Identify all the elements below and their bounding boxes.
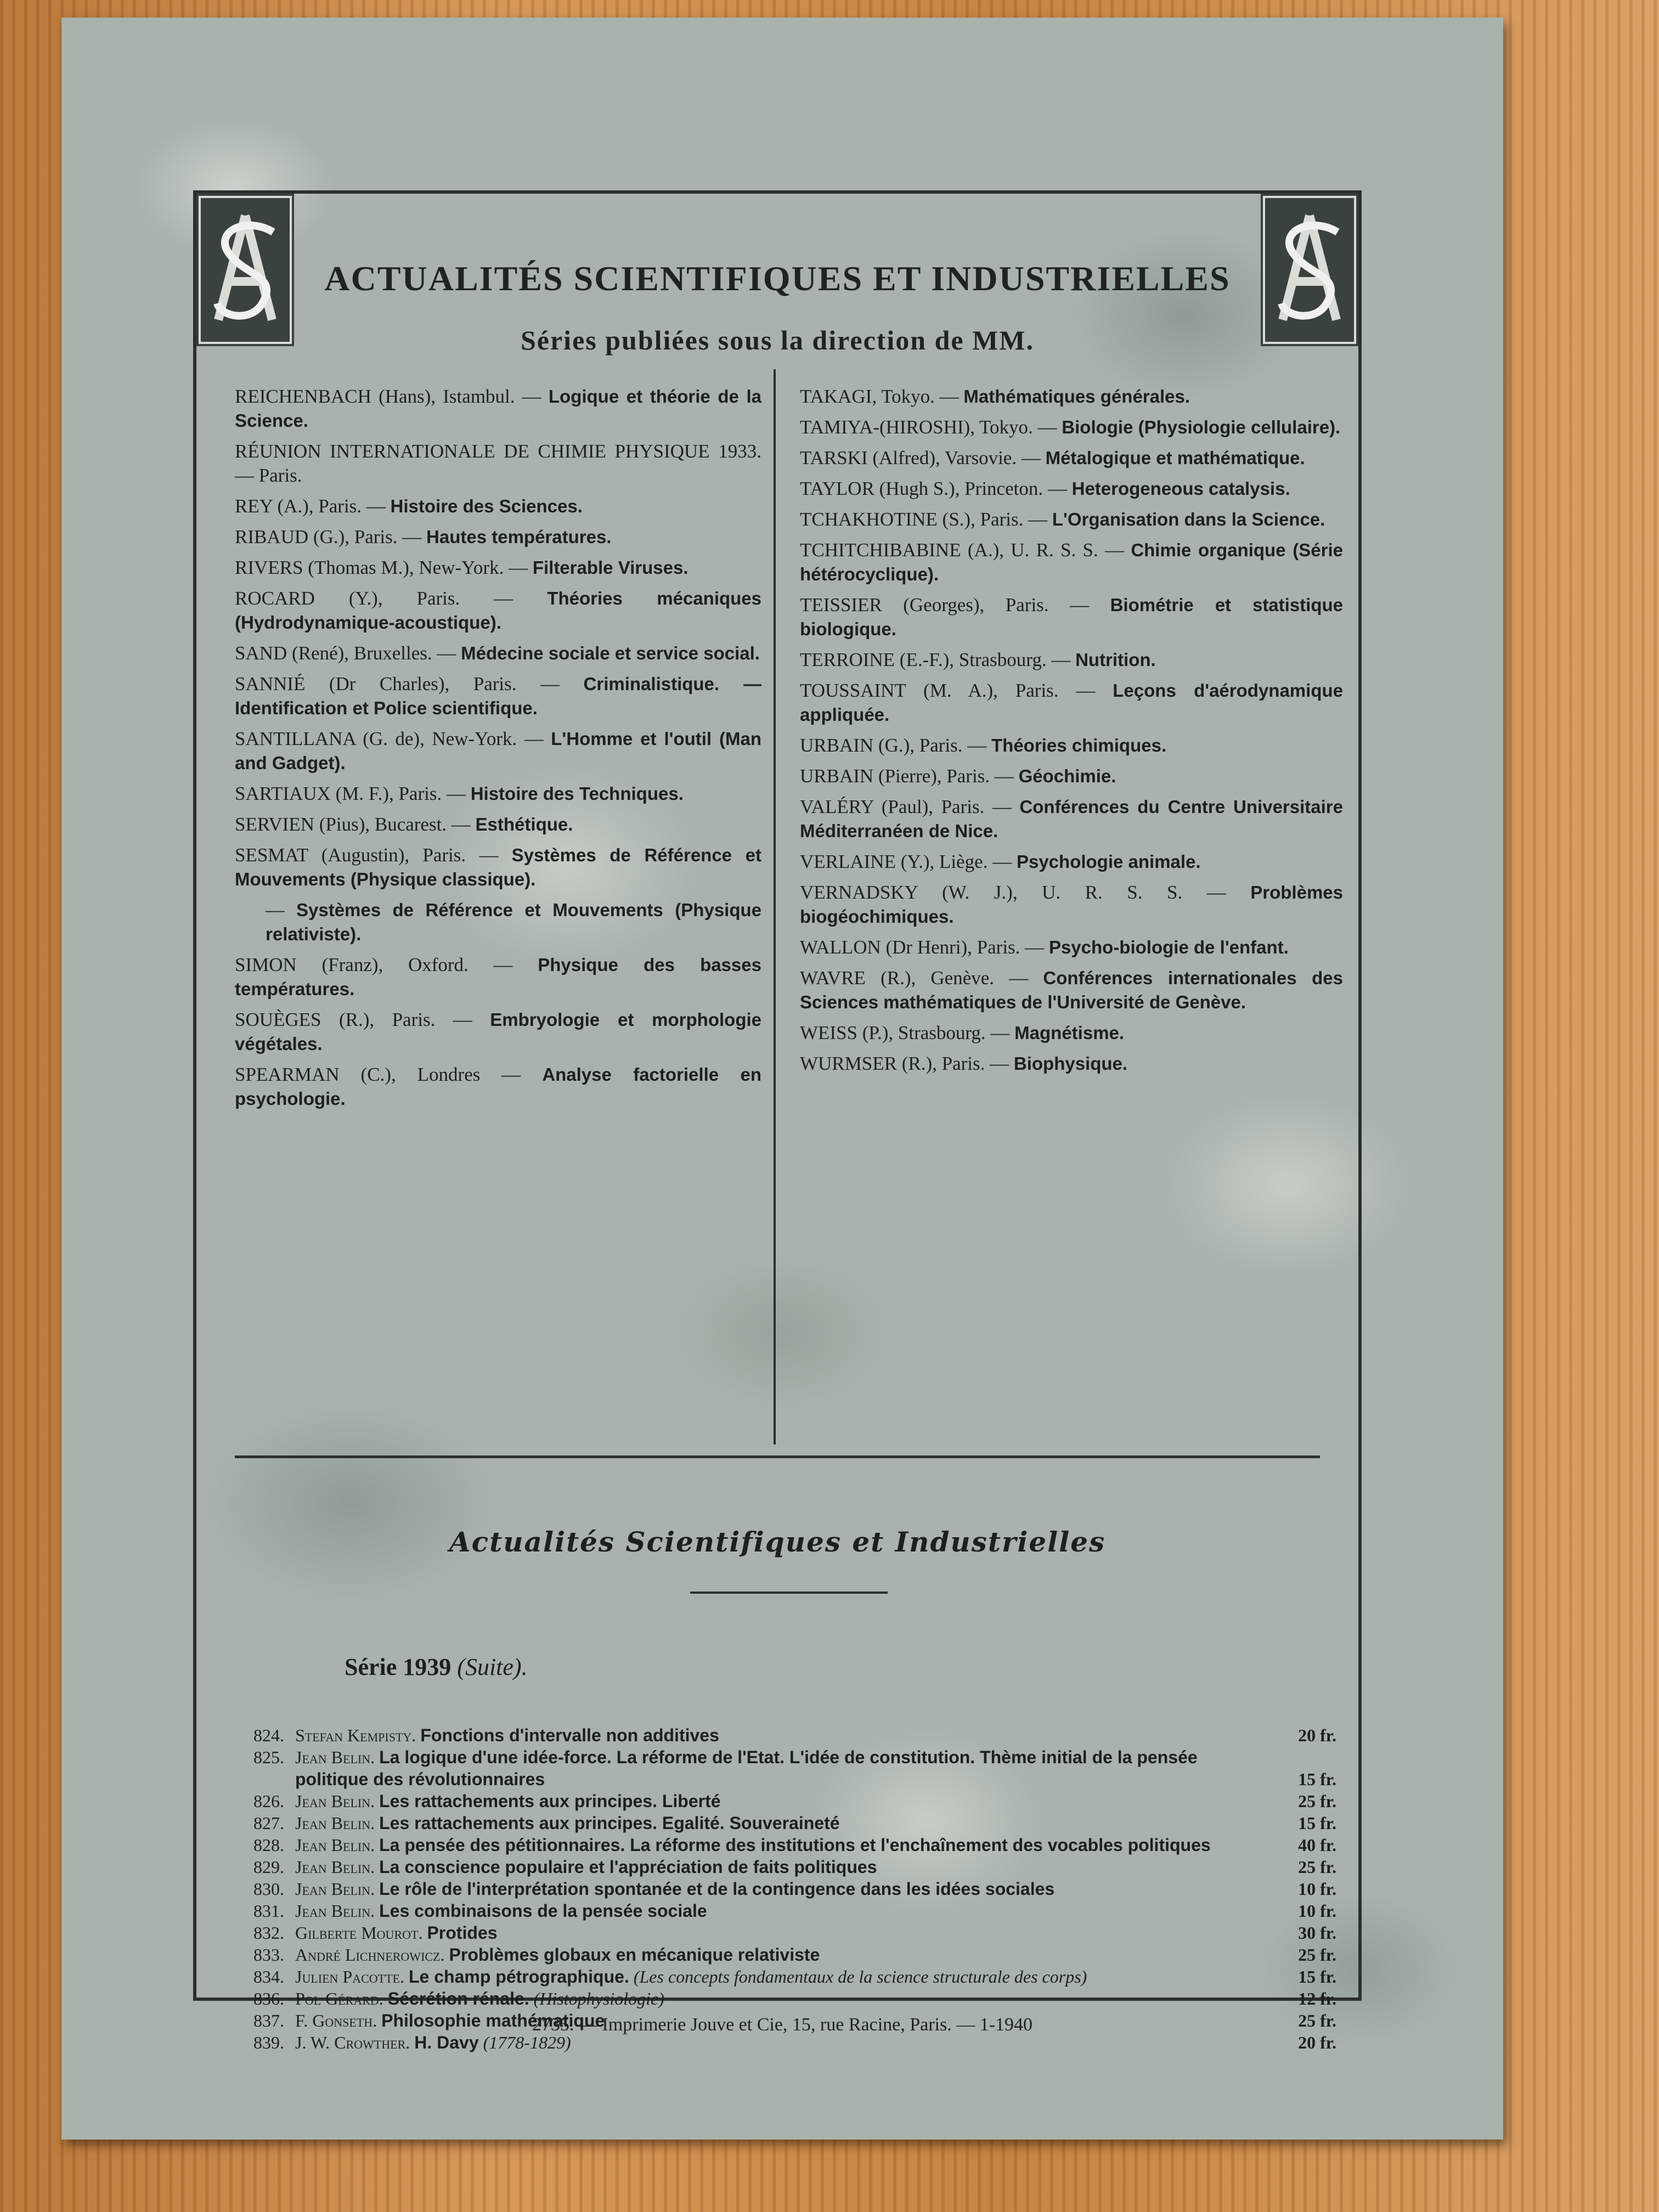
author-entry	[800, 679, 1343, 727]
author-name: WALLON (Dr Henri), Paris. —	[800, 936, 1045, 958]
author-entry	[800, 764, 1343, 788]
catalog-title: Le champ pétrographique.	[409, 1967, 629, 1987]
catalog-title: Fonctions d'intervalle non additives	[420, 1725, 719, 1745]
series-title: ACTUALITÉS SCIENTIFIQUES ET INDUSTRIELLES	[324, 259, 1231, 298]
section-divider	[235, 1455, 1320, 1458]
catalog-price: 20 fr.	[1298, 2033, 1336, 2052]
catalog-title: Les combinaisons de la pensée sociale	[379, 1901, 707, 1921]
author-entry	[235, 782, 761, 806]
author-name: TERROINE (E.-F.), Strasbourg. —	[800, 649, 1071, 670]
author-name: VALÉRY (Paul), Paris. —	[800, 796, 1012, 817]
catalog-number: 832.	[253, 1923, 284, 1943]
catalog-title: Philosophie mathématique	[381, 2011, 605, 2030]
catalog-number: 827.	[253, 1813, 284, 1833]
author-topic: Leçons d'aérodynamique appliquée.	[800, 680, 1343, 725]
catalog-author: Stefan Kempisty.	[295, 1725, 416, 1745]
catalog-item	[229, 1746, 1336, 1790]
author-entry	[800, 477, 1343, 501]
author-name: TAYLOR (Hugh S.), Princeton. —	[800, 478, 1067, 499]
author-entry	[800, 1021, 1343, 1045]
catalog-item	[229, 1724, 1336, 1746]
catalog-entry	[295, 1834, 1227, 1856]
series-year: Série 1939	[345, 1654, 452, 1680]
author-topic: Théories chimiques.	[991, 735, 1167, 755]
catalog-title: Les rattachements aux principes. Liberté	[379, 1791, 721, 1811]
author-topic: Hautes températures.	[426, 527, 612, 547]
author-topic: Criminalistique. — Identification et Police scientifique.	[235, 674, 762, 718]
author-topic: Filterable Viruses.	[532, 557, 689, 578]
author-name: SPEARMAN (C.), Londres —	[235, 1064, 521, 1085]
author-topic: Chimie organique (Série hétérocyclique).	[800, 540, 1343, 584]
as-monogram-left-logo	[196, 194, 294, 346]
series-subtitle: Séries publiées sous la direction de MM.	[520, 325, 1034, 356]
authors-right-column	[800, 385, 1343, 1082]
author-topic: Biophysique.	[1013, 1053, 1128, 1074]
catalog-title: Le rôle de l'interprétation spontanée et de la contingence dans les idées sociales	[379, 1879, 1055, 1899]
as-monogram-left-svg	[196, 194, 294, 346]
author-name: SANTILLANA (G. de), New-York. —	[235, 728, 544, 749]
author-name: VERNADSKY (W. J.), U. R. S. S. —	[800, 882, 1226, 903]
catalog-item	[229, 1900, 1336, 1922]
author-entry	[800, 881, 1343, 929]
author-topic: L'Homme et l'outil (Man and Gadget).	[235, 729, 761, 773]
author-topic: Médecine sociale et service social.	[461, 643, 760, 663]
author-topic: Embryologie et morphologie végétales.	[235, 1009, 761, 1054]
author-name: WAVRE (R.), Genève. —	[800, 967, 1029, 989]
author-topic: Logique et théorie de la Science.	[235, 386, 761, 431]
catalog-author: Gilberte Mourot.	[295, 1923, 423, 1943]
catalog-number: 836.	[253, 1989, 284, 2008]
catalog-title: Protides	[427, 1923, 498, 1943]
author-entry	[235, 586, 761, 635]
list-title: Actualités Scientifiques et Industrielles	[449, 1526, 1106, 1558]
authors-left-column	[235, 385, 761, 1118]
catalog-price: 20 fr.	[1298, 1725, 1336, 1745]
catalog-note: (1778-1829)	[483, 2033, 571, 2052]
author-topic: Analyse factorielle en psychologie.	[235, 1064, 761, 1109]
catalog-entry	[295, 1878, 1227, 1900]
author-name: SERVIEN (Pius), Bucarest. —	[235, 814, 471, 835]
as-monogram-right-svg	[1261, 194, 1358, 346]
author-topic: Conférences internationales des Sciences mathématiques de l'Université de Genève.	[800, 968, 1344, 1012]
author-name: SANNIÉ (Dr Charles), Paris. —	[235, 673, 560, 695]
author-topic: Esthétique.	[475, 814, 573, 834]
catalog-author: Julien Pacotte.	[295, 1967, 404, 1987]
catalog-price: 25 fr.	[1298, 1791, 1336, 1811]
catalog-item	[229, 1790, 1336, 1812]
catalog-author: André Lichnerowicz.	[295, 1945, 445, 1965]
author-entry	[235, 672, 761, 720]
author-topic: Métalogique et mathématique.	[1045, 448, 1305, 468]
author-topic: Histoire des Techniques.	[470, 783, 684, 804]
author-entry	[235, 898, 761, 946]
author-topic: Histoire des Sciences.	[390, 496, 583, 516]
author-name: REICHENBACH (Hans), Istambul. —	[235, 386, 541, 407]
catalog-item	[229, 1812, 1336, 1834]
catalog-number: 828.	[253, 1835, 284, 1855]
author-entry	[800, 446, 1343, 470]
author-name: URBAIN (G.), Paris. —	[800, 735, 987, 756]
catalog-author: Jean Belin.	[295, 1857, 375, 1877]
author-entry	[800, 538, 1343, 586]
catalog-item	[229, 1856, 1336, 1878]
author-name: TCHITCHIBABINE (A.), U. R. S. S. —	[800, 539, 1125, 561]
author-name: TAKAGI, Tokyo. —	[800, 386, 959, 407]
author-name: REY (A.), Paris. —	[235, 495, 386, 517]
author-entry	[235, 727, 761, 775]
author-entry	[235, 1008, 761, 1056]
catalog-number: 829.	[253, 1857, 284, 1877]
author-topic: Systèmes de Référence et Mouvements (Physique classique).	[235, 845, 762, 889]
author-topic: Magnétisme.	[1014, 1023, 1125, 1043]
catalog-author: Jean Belin.	[295, 1901, 375, 1921]
catalog-title: H. Davy	[414, 2033, 479, 2052]
catalog-author: Pol Gérard.	[295, 1989, 383, 2008]
catalog-author: J. W. Crowther.	[295, 2033, 410, 2052]
author-name: SOUÈGES (R.), Paris. —	[235, 1009, 472, 1030]
catalog-price: 15 fr.	[1298, 1813, 1336, 1833]
catalog-price: 15 fr.	[1298, 1769, 1336, 1789]
catalog-title: La logique d'une idée-force. La réforme de l'Etat. L'idée de constitution. Thème initial de la pensée politique des révolutionnaires	[295, 1747, 1198, 1789]
catalog-price: 10 fr.	[1298, 1879, 1336, 1899]
author-name: —	[266, 899, 285, 921]
catalog-entry	[295, 1790, 1227, 1812]
author-topic: Théories mécaniques (Hydrodynamique-acoustique).	[235, 588, 762, 633]
author-entry	[800, 593, 1343, 641]
author-entry	[800, 648, 1343, 672]
catalog-author: Jean Belin.	[295, 1813, 375, 1833]
catalog-title: La conscience populaire et l'appréciation de faits politiques	[379, 1857, 877, 1877]
author-topic: Systèmes de Référence et Mouvements (Physique relativiste).	[266, 900, 762, 944]
author-topic: Mathématiques générales.	[963, 386, 1190, 407]
catalog-note: (Les concepts fondamentaux de la science structurale des corps)	[633, 1967, 1087, 1987]
catalog-price: 15 fr.	[1298, 1967, 1336, 1987]
author-entry	[800, 1052, 1343, 1076]
catalog-item	[229, 1922, 1336, 1944]
series-suite: (Suite).	[457, 1654, 528, 1680]
catalog-author: F. Gonseth.	[295, 2011, 377, 2030]
catalog-note: (Histophysiologie)	[533, 1989, 664, 2008]
authors-section	[196, 369, 1358, 1444]
author-name: SESMAT (Augustin), Paris. —	[235, 844, 499, 866]
catalog-item	[229, 1834, 1336, 1856]
author-entry	[800, 507, 1343, 532]
catalog-author: Jean Belin.	[295, 1791, 375, 1811]
author-topic: Heterogeneous catalysis.	[1071, 478, 1290, 499]
catalog-author: Jean Belin.	[295, 1879, 375, 1899]
catalog-number: 834.	[253, 1967, 284, 1987]
author-entry	[800, 966, 1343, 1014]
catalog-price: 30 fr.	[1298, 1923, 1336, 1943]
author-name: RIBAUD (G.), Paris. —	[235, 526, 422, 548]
catalog-item	[229, 1966, 1336, 1988]
author-name: WURMSER (R.), Paris. —	[800, 1053, 1009, 1074]
series-label	[345, 1653, 528, 1681]
author-entry	[800, 850, 1343, 874]
author-topic: Biologie (Physiologie cellulaire).	[1062, 417, 1341, 437]
catalog-price: 12 fr.	[1298, 1989, 1336, 2008]
catalog-author: Jean Belin.	[295, 1835, 375, 1855]
author-name: TAMIYA-(HIROSHI), Tokyo. —	[800, 416, 1057, 438]
author-name: TEISSIER (Georges), Paris. —	[800, 594, 1090, 616]
author-name: TARSKI (Alfred), Varsovie. —	[800, 447, 1041, 469]
author-topic: Géochimie.	[1018, 766, 1116, 786]
catalog-number: 830.	[253, 1879, 284, 1899]
author-name: TCHAKHOTINE (S.), Paris. —	[800, 509, 1048, 530]
catalog-price: 25 fr.	[1298, 2011, 1336, 2030]
author-topic: Physique des basses températures.	[235, 955, 761, 999]
author-name: RIVERS (Thomas M.), New-York. —	[235, 557, 528, 578]
author-topic: Psychologie animale.	[1016, 851, 1201, 872]
author-entry	[235, 843, 761, 891]
author-topic: Nutrition.	[1075, 650, 1156, 670]
printer-imprint: 2735. — Imprimerie Jouve et Cie, 15, rue Racine, Paris. — 1-1940	[532, 2015, 1033, 2035]
catalog-price: 40 fr.	[1298, 1835, 1336, 1855]
catalog-list	[229, 1724, 1336, 2053]
catalog-number: 831.	[253, 1901, 284, 1921]
title-underline	[690, 1592, 888, 1594]
author-name: TOUSSAINT (M. A.), Paris. —	[800, 680, 1096, 701]
author-name: SIMON (Franz), Oxford. —	[235, 954, 513, 975]
author-entry	[235, 494, 761, 518]
catalog-entry	[295, 1966, 1227, 1988]
catalog-number: 824.	[253, 1725, 284, 1745]
author-topic: L'Organisation dans la Science.	[1052, 509, 1325, 529]
catalog-entry	[295, 1988, 1227, 2010]
catalog-number: 826.	[253, 1791, 284, 1811]
catalog-item	[229, 1944, 1336, 1966]
catalog-item	[229, 1988, 1336, 2010]
author-name: ROCARD (Y.), Paris. —	[235, 588, 514, 609]
author-topic: Psycho-biologie de l'enfant.	[1048, 937, 1289, 957]
as-monogram-right-logo	[1261, 194, 1358, 346]
author-name: RÉUNION INTERNATIONALE DE CHIMIE PHYSIQUE 1933. — Paris.	[235, 441, 761, 486]
author-entry	[235, 556, 761, 580]
catalog-price: 25 fr.	[1298, 1945, 1336, 1965]
author-entry	[235, 1063, 761, 1111]
author-entry	[800, 385, 1343, 409]
booklet-back-cover	[61, 18, 1503, 2140]
author-entry	[800, 415, 1343, 439]
author-entry	[235, 385, 761, 433]
author-entry	[800, 935, 1343, 960]
author-name: WEISS (P.), Strasbourg. —	[800, 1022, 1010, 1043]
catalog-price: 10 fr.	[1298, 1901, 1336, 1921]
author-entry	[800, 795, 1343, 843]
author-entry	[235, 439, 761, 488]
catalog-title: La pensée des pétitionnaires. La réforme des institutions et l'enchaînement des vocables politiques	[379, 1835, 1211, 1855]
catalog-entry	[295, 1746, 1227, 1790]
catalog-title: Les rattachements aux principes. Egalité. Souveraineté	[379, 1813, 840, 1833]
author-name: SARTIAUX (M. F.), Paris. —	[235, 783, 466, 804]
author-entry	[235, 525, 761, 549]
catalog-entry	[295, 1724, 1227, 1746]
catalog-author: Jean Belin.	[295, 1747, 375, 1767]
catalog-entry	[295, 1922, 1227, 1944]
catalog-entry	[295, 1900, 1227, 1922]
column-divider	[774, 369, 776, 1444]
catalog-number: 825.	[253, 1747, 284, 1767]
catalog-item	[229, 1878, 1336, 1900]
author-name: SAND (René), Bruxelles. —	[235, 642, 456, 664]
author-entry	[235, 641, 761, 665]
catalog-entry	[295, 1856, 1227, 1878]
catalog-entry	[295, 1812, 1227, 1834]
catalog-number: 837.	[253, 2011, 284, 2030]
author-topic: Biométrie et statistique biologique.	[800, 595, 1343, 639]
author-name: VERLAINE (Y.), Liège. —	[800, 851, 1012, 872]
author-topic: Problèmes biogéochimiques.	[800, 882, 1344, 927]
author-topic: Conférences du Centre Universitaire Méditerranéen de Nice.	[800, 797, 1343, 841]
catalog-number: 839.	[253, 2033, 284, 2052]
author-entry	[800, 733, 1343, 758]
catalog-entry	[295, 1944, 1227, 1966]
catalog-number: 833.	[253, 1945, 284, 1965]
catalog-price: 25 fr.	[1298, 1857, 1336, 1877]
author-entry	[235, 953, 761, 1001]
author-name: URBAIN (Pierre), Paris. —	[800, 765, 1014, 787]
catalog-title: Sécrétion rénale.	[387, 1989, 529, 2008]
author-entry	[235, 812, 761, 837]
catalog-title: Problèmes globaux en mécanique relativiste	[449, 1945, 820, 1965]
